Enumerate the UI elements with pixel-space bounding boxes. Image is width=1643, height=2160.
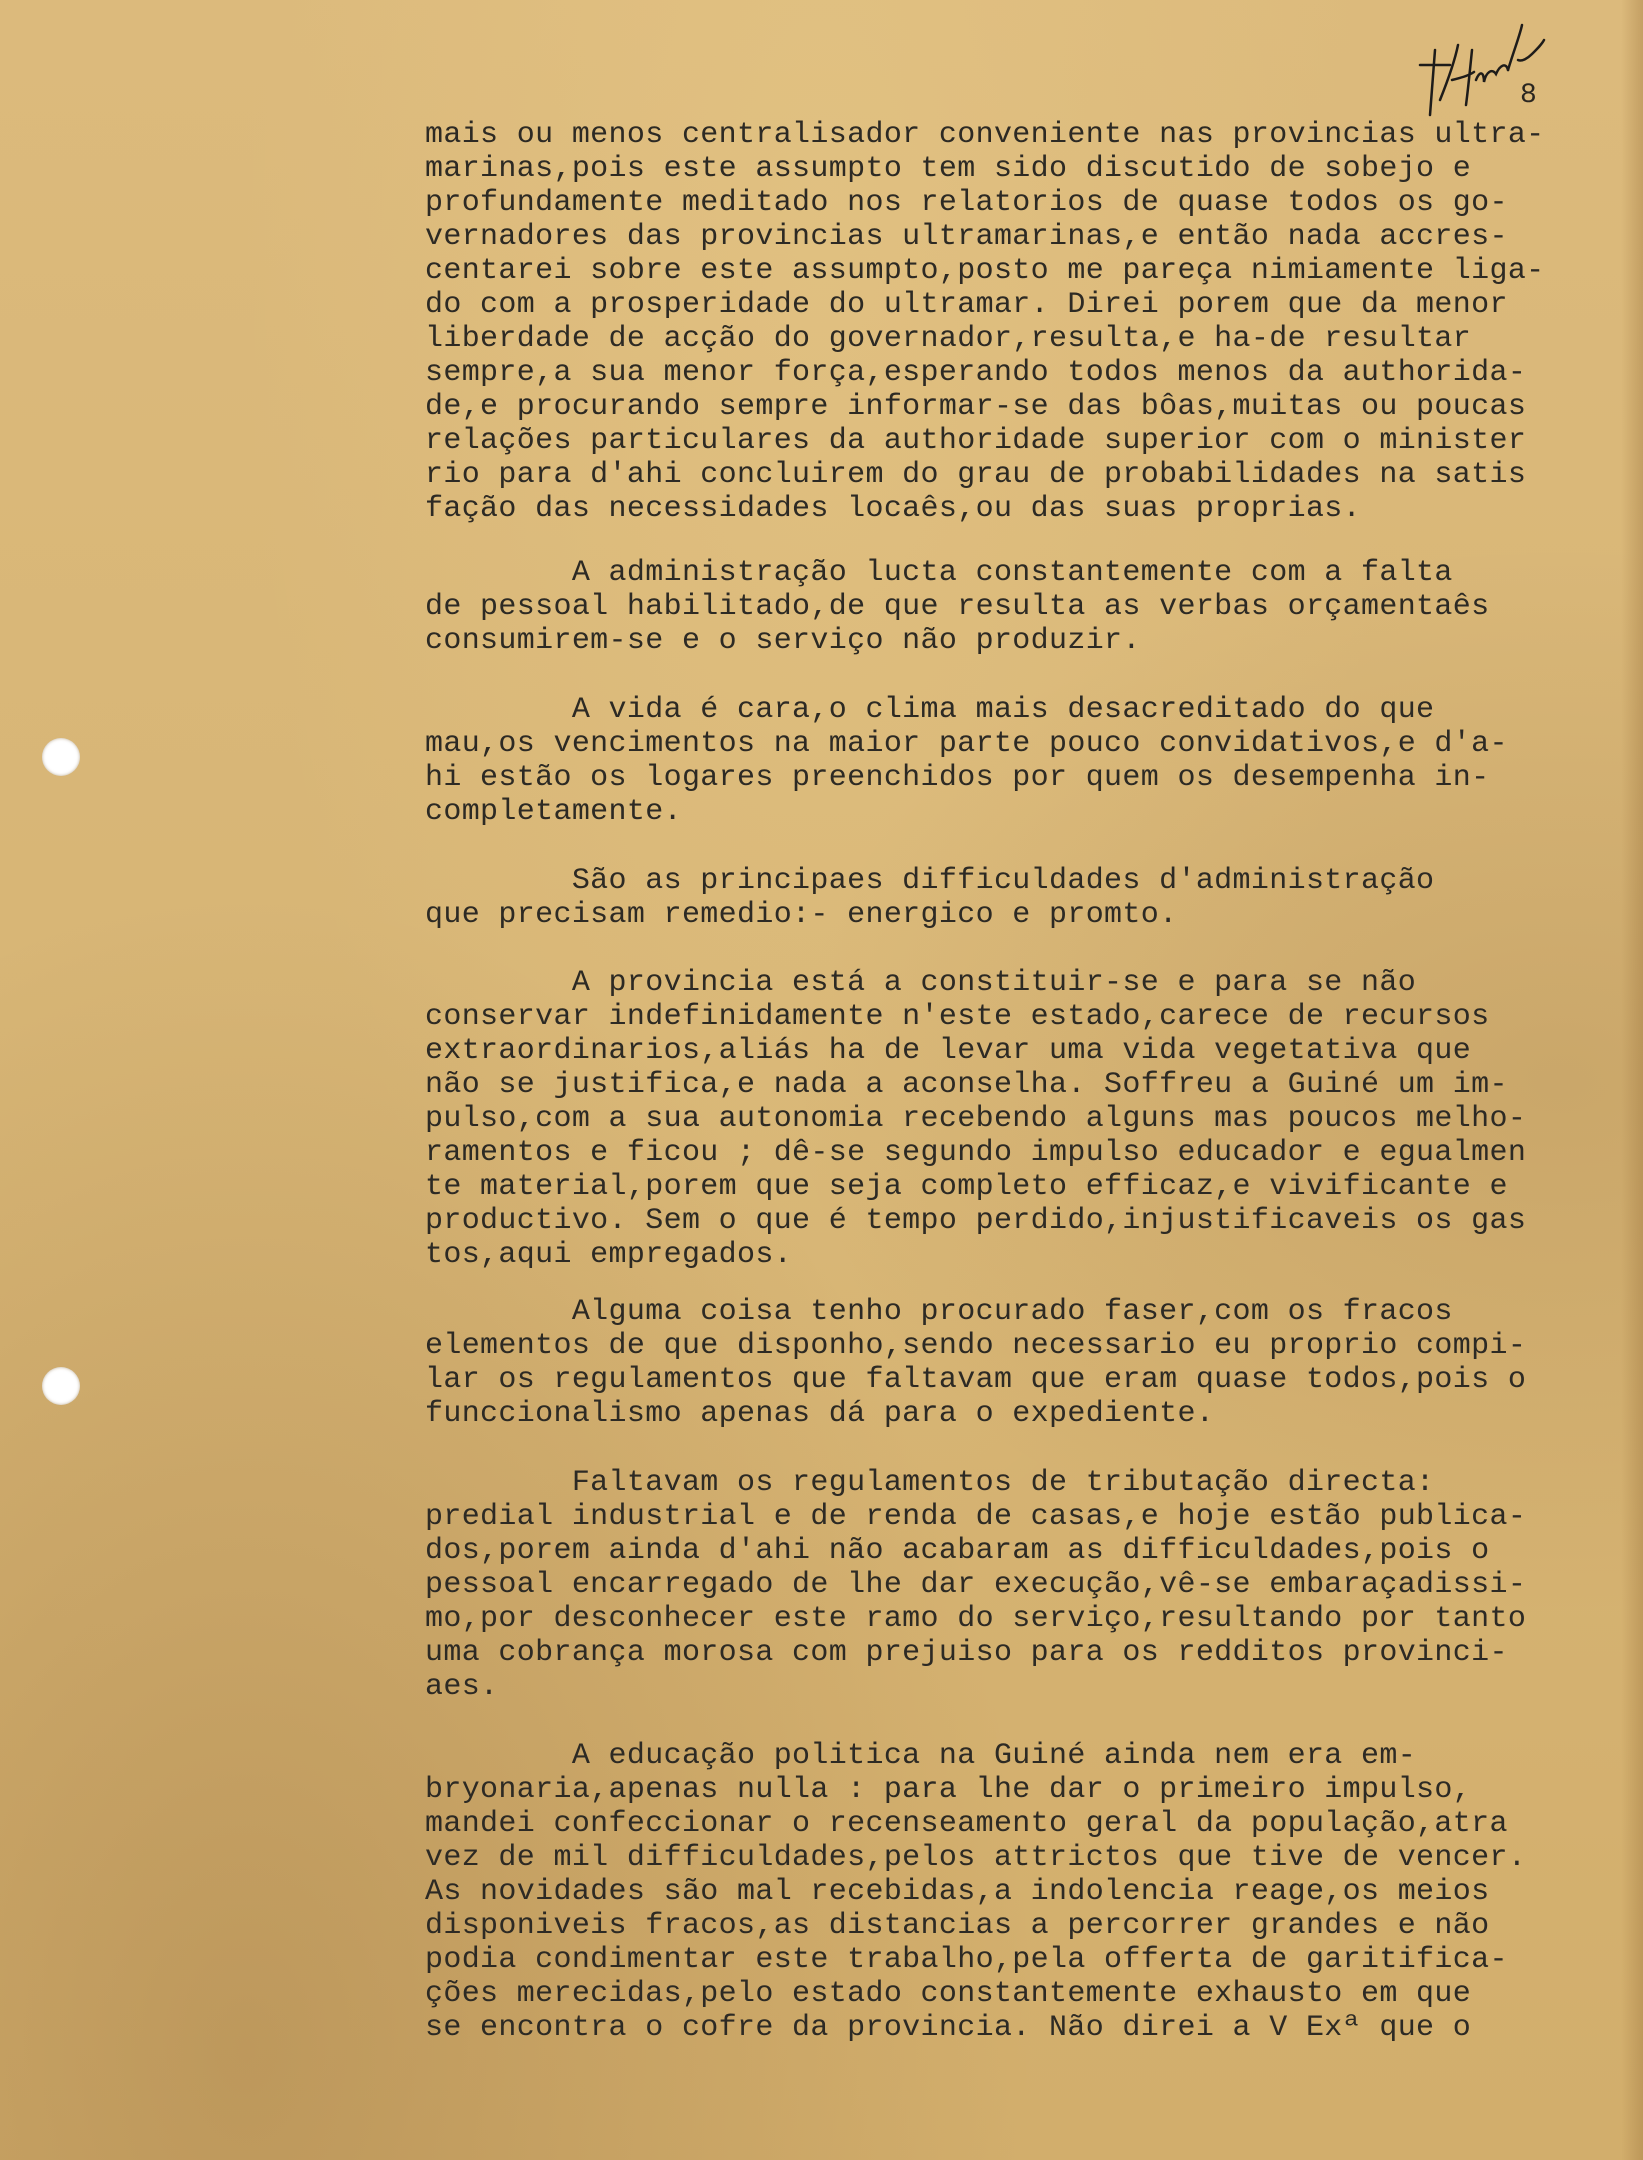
paragraph-administration: A administração lucta constantemente com a falta de pessoal habilitado,de que resulta as verbas orçamentaês consumirem-se e o serviço não produzir. (425, 556, 1490, 658)
paragraph-cost-of-living: A vida é cara,o clima mais desacreditado do que mau,os vencimentos na maior parte pouco convidativos,e d'a- hi estão os logares preenchidos por quem os desempenha in- completamente. (425, 693, 1508, 829)
paragraph-taxation: Faltavam os regulamentos de tributação directa: predial industrial e de renda de casas,e hoje estão publica- dos,porem ainda d'ahi não acabaram as difficuldades,pois o pessoal encarregado de lhe dar execução,vê-se embaraçadissi- mo,por desconhecer este ramo do serviço,resultando por tanto uma cobrança morosa com prejuiso para os redditos provinci- aes. (425, 1466, 1527, 1704)
paragraph-political-education: A educação politica na Guiné ainda nem era em- bryonaria,apenas nulla : para lhe dar o primeiro impulso, mandei confeccionar o recenseamento geral da população,atra vez de mil difficuldades,pelos attrictos que tive de vencer. As novidades são mal recebidas,a indolencia reage,os meios disponiveis fracos,as distancias a percorrer grandes e não podia condimentar este trabalho,pela offerta de garitifica- ções merecidas,pelo estado constantemente exhausto em que se encontra o cofre da provincia. Não direi a V Exª que o (425, 1739, 1527, 2045)
paragraph-difficulties: São as principaes difficuldades d'administração que precisam remedio:- energico e promto. (425, 864, 1435, 932)
paragraph-centralisation: mais ou menos centralisador conveniente nas provincias ultra- marinas,pois este assumpto tem sido discutido de sobejo e profundamente meditado nos relatorios de quase todos os go- vernadores das provincias ultramarinas,e então nada accres- centarei sobre este assumpto,posto me pareça nimiamente liga- do com a prosperidade do ultramar. Direi porem que da menor liberdade de acção do governador,resulta,e ha-de resultar sempre,a sua menor força,esperando todos menos da authorida- de,e procurando sempre informar-se das bôas,muitas ou poucas relações particulares da authoridade superior com o minister rio para d'ahi concluirem do grau de probabilidades na satis fação das necessidades locaês,ou das suas proprias. (425, 118, 1545, 526)
punch-hole-top (42, 738, 80, 776)
punch-hole-bottom (42, 1367, 80, 1405)
paragraph-province: A provincia está a constituir-se e para se não conservar indefinidamente n'este estado,carece de recursos extraordinarios,aliás ha de levar uma vida vegetativa que não se justifica,e nada a aconselha. Soffreu a Guiné um im- pulso,com a sua autonomia recebendo alguns mas poucos melho- ramentos e ficou ; dê-se segundo impulso educador e egualmen te material,porem que seja completo efficaz,e vivificante e productivo. Sem o que é tempo perdido,injustificaveis os gas tos,aqui empregados. (425, 966, 1527, 1272)
paragraph-regulations: Alguma coisa tenho procurado faser,com os fracos elementos de que disponho,sendo necessario eu proprio compi- lar os regulamentos que faltavam que eram quase todos,pois o funccionalismo apenas dá para o expediente. (425, 1295, 1527, 1431)
paper-edge-shadow (1621, 0, 1643, 2160)
page-number: 8 (1520, 80, 1537, 111)
